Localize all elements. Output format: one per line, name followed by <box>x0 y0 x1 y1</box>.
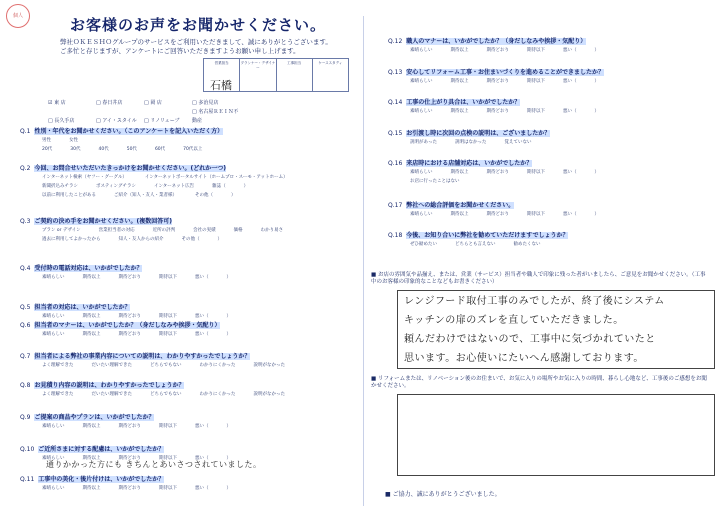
question-number: Q.8 <box>20 382 31 389</box>
answer-option[interactable]: 男性 <box>42 138 51 143</box>
question-title <box>20 216 172 225</box>
store-option[interactable]: □ 春日井店 <box>96 100 123 106</box>
answer-option[interactable]: 女性 <box>69 138 78 143</box>
page-title: お客様のお声をお聞かせください。 <box>70 16 327 34</box>
answer-option[interactable]: ） <box>594 79 599 84</box>
intro-line: 弊社ＯＫＥＳＨＯグループのサービスをご利用いただきまして、誠にありがとうございます。 <box>60 38 332 46</box>
option-row <box>42 485 249 491</box>
answer-option[interactable]: ） <box>217 237 222 242</box>
answer-option[interactable]: だいたい理解できた <box>91 392 132 397</box>
option-row <box>42 137 96 143</box>
store-option[interactable]: □ 長久手店 <box>48 118 75 124</box>
answer-option[interactable]: 期待以下 <box>159 332 177 337</box>
question-number: Q.9 <box>20 414 31 421</box>
question-title <box>20 126 223 135</box>
answer-option[interactable]: 期待以上 <box>450 48 469 53</box>
question-text: 弊社への総合評価をお聞かせください。 <box>406 202 515 209</box>
answer-option[interactable]: 説明がなかった <box>253 392 285 397</box>
answer-option[interactable]: ） <box>226 314 231 319</box>
question-title <box>388 230 568 239</box>
handwritten-line: 思います。お心使いにたいへん感謝しております。 <box>404 353 644 364</box>
answer-option[interactable]: ） <box>226 332 231 337</box>
option-row <box>42 274 249 280</box>
option-row <box>42 362 303 368</box>
answer-option[interactable]: 価格 <box>233 228 243 233</box>
option-row <box>42 174 306 180</box>
answer-option[interactable]: 期待以上 <box>450 212 469 217</box>
question-text: 今回、お問合せいただいたきっかけをお聞かせください。(どれか一つ) <box>34 165 226 172</box>
answer-option[interactable]: ） <box>226 424 231 429</box>
answer-option[interactable]: 悪い（ <box>563 109 577 114</box>
question-text: 受付時の電話対応は、いかがでしたか？ <box>34 265 143 272</box>
question-number: Q.18 <box>388 232 403 239</box>
question-number: Q.15 <box>388 130 403 137</box>
answer-option[interactable]: ） <box>226 456 231 461</box>
answer-option[interactable]: その他（ <box>181 237 200 242</box>
answer-option[interactable]: ） <box>243 184 249 189</box>
answer-option[interactable]: 説明がなかった <box>253 363 285 368</box>
question-text: 工事中の美化・後片付けは、いかがでしたか？ <box>38 476 165 483</box>
answer-option[interactable]: ） <box>594 109 599 114</box>
answer-option[interactable]: 期待以上 <box>82 314 101 319</box>
answer-option[interactable]: その他（ <box>195 193 213 198</box>
answer-option[interactable]: どちらでもない <box>150 363 182 368</box>
column-divider <box>363 16 364 506</box>
answer-option[interactable]: 素晴らしい <box>42 275 65 280</box>
question-text: 工事の仕上がり具合は、いかがでしたか？ <box>406 99 521 106</box>
answer-option[interactable]: 悪い（ <box>563 212 577 217</box>
answer-option[interactable]: 悪い（ <box>195 424 209 429</box>
answer-option[interactable]: 期待どおり <box>486 109 509 114</box>
answer-option[interactable]: 期待以上 <box>82 486 101 491</box>
answer-option[interactable]: 素晴らしい <box>42 314 65 319</box>
option-row <box>42 183 266 189</box>
answer-option[interactable]: 期待どおり <box>118 456 141 461</box>
comment2-prompt: ■ リフォームまたは、リノベーション後のお住まいで、お気に入りの場所やお気に入りの時間、暮らし心地など、工事後のご感想をお聞かせください。 <box>371 376 707 389</box>
answer-option[interactable]: よく理解できた <box>42 392 74 397</box>
answer-option[interactable]: プラン or デザイン <box>42 228 81 233</box>
question-title <box>20 351 250 360</box>
answer-option[interactable]: 素晴らしい <box>42 424 65 429</box>
answer-option[interactable]: 期待どおり <box>486 48 509 53</box>
answer-option[interactable]: 期待どおり <box>118 314 141 319</box>
answer-option[interactable]: 期待以下 <box>159 314 177 319</box>
question-title <box>388 36 586 45</box>
answer-option[interactable]: 素晴らしい <box>42 456 65 461</box>
question-text: 来店時における店舗対応は、いかがでしたか？ <box>406 160 533 167</box>
question-number: Q.4 <box>20 265 31 272</box>
store-option[interactable]: □ 岡 店 <box>144 100 162 106</box>
option-row <box>410 169 617 175</box>
handwritten-line: 頼んだわけではないので、工事中に気づかれていたと <box>404 334 656 345</box>
question-number: Q.7 <box>20 353 31 360</box>
answer-option[interactable]: 悪い（ <box>563 79 577 84</box>
question-text: 今後、お知り合いに弊社を勧めていただけますでしょうか？ <box>406 232 569 239</box>
answer-option[interactable]: 悪い（ <box>195 456 209 461</box>
answer-option[interactable]: ぜひ勧めたい <box>410 242 437 247</box>
answer-option[interactable]: 期待以上 <box>82 424 101 429</box>
option-row <box>410 108 617 114</box>
answer-option[interactable]: インターネットポータルサイト（ホームプロ・スーモ・アットホーム） <box>144 175 288 180</box>
receipt-stamp: 個人 <box>6 4 30 28</box>
option-row <box>42 391 303 397</box>
answer-option[interactable]: インターネット広告 <box>153 184 195 189</box>
store-option[interactable]: □ アイ・スタイル <box>96 118 137 124</box>
answer-option[interactable]: 素晴らしい <box>410 48 433 53</box>
answer-option[interactable]: 過去に利用してよかったから <box>42 237 101 242</box>
comment1-prompt: ■ お店の雰囲気や品揃え、または、営業（サービス）担当者や職人で印象に残った者がいましたら、ご意見をお聞かせください。（工事中のお客様の印象的なことなどもお書きください） <box>371 272 706 285</box>
answer-option[interactable]: 期待以下 <box>159 424 177 429</box>
answer-option[interactable]: 期待どおり <box>118 486 141 491</box>
question-text: 担当者による弊社の事業内容についての説明は、わかりやすかったでしょうか？ <box>34 353 251 360</box>
answer-option[interactable]: 雑誌（ <box>212 184 226 189</box>
question-text: 職人のマナーは、いかがでしたか？（身だしなみや挨拶・気配り） <box>406 38 587 45</box>
question-text: 担当者のマナーは、いかがでしたか？（身だしなみや挨拶・気配り） <box>34 322 221 329</box>
answer-option[interactable]: ） <box>231 193 236 198</box>
question-number: Q.11 <box>20 476 35 483</box>
question-text: ご近所さまに対する配慮は、いかがでしたか？ <box>38 446 165 453</box>
question-text: ご契約の決め手をお聞かせください。(複数回答可) <box>34 218 172 225</box>
answer-option[interactable]: 期待どおり <box>486 170 509 175</box>
option-row <box>42 227 301 233</box>
answer-option[interactable]: 70代以上 <box>183 147 203 152</box>
option-row <box>42 192 254 198</box>
answer-option[interactable]: 素晴らしい <box>410 79 433 84</box>
answer-option[interactable]: わかりにくかった <box>199 363 236 368</box>
answer-option[interactable]: どちらでもない <box>150 392 182 397</box>
answer-option[interactable]: 期待以上 <box>450 170 469 175</box>
store-option[interactable]: □ リノリューブ <box>144 118 180 124</box>
answer-option[interactable]: 勧めたくない <box>513 242 541 247</box>
answer-option[interactable]: 期待以下 <box>527 79 545 84</box>
answer-option[interactable]: 悪い（ <box>195 332 209 337</box>
answer-option[interactable]: 期待以下 <box>527 48 545 53</box>
store-option[interactable]: □ 名古屋ＲＥＩＮ不動産 <box>192 109 239 124</box>
answer-option[interactable]: 期待どおり <box>118 424 141 429</box>
handwritten-line: レンジフード取付工事のみでしたが、終了後にシステム <box>404 296 665 307</box>
answer-option[interactable]: 期待以上 <box>450 109 469 114</box>
answer-option[interactable]: 期待以上 <box>82 275 101 280</box>
q10-handwritten-comment: 通りかかった方にも きちんとあいさつされていました。 <box>46 460 262 469</box>
answer-option[interactable]: 悪い（ <box>195 314 209 319</box>
answer-option[interactable]: だいたい理解できた <box>91 363 132 368</box>
question-text: お見積り内容の説明は、わかりやすかったでしょうか？ <box>34 382 185 389</box>
answer-option[interactable]: 知人・友人からの紹介 <box>118 237 164 242</box>
question-number: Q.12 <box>388 38 403 45</box>
option-row <box>42 313 249 319</box>
comment1-handwritten <box>398 291 714 369</box>
answer-option[interactable]: 30代 <box>70 147 81 152</box>
option-row <box>410 47 617 53</box>
answer-option-extra[interactable]: お店に行ったことはない <box>410 179 460 184</box>
question-title <box>20 474 164 483</box>
answer-option[interactable]: 期待どおり <box>486 212 509 217</box>
answer-option[interactable]: 近所の評判 <box>152 228 176 233</box>
option-row <box>410 139 549 145</box>
answer-option[interactable]: 素晴らしい <box>42 486 65 491</box>
answer-option[interactable]: ポスティングチラシ <box>96 184 136 189</box>
answer-option[interactable]: ） <box>594 48 599 53</box>
option-row <box>42 423 249 429</box>
store-selector[interactable] <box>48 99 240 126</box>
answer-option[interactable]: 悪い（ <box>563 48 577 53</box>
question-title <box>388 200 514 209</box>
handwritten-line: キッチンの扉のズレを直していただきました。 <box>404 315 624 326</box>
answer-option[interactable]: わかり易さ <box>260 228 284 233</box>
question-title <box>388 158 532 167</box>
option-row <box>410 211 617 217</box>
answer-option[interactable]: 期待どおり <box>486 79 509 84</box>
answer-option[interactable]: 20代 <box>42 147 53 152</box>
question-title <box>388 128 550 137</box>
answer-option[interactable]: 期待以上 <box>450 79 469 84</box>
footer-thanks: ■ ご協力、誠にありがとうございました。 <box>385 491 501 498</box>
question-title <box>20 263 142 272</box>
question-number: Q.17 <box>388 202 403 209</box>
question-title <box>388 67 604 76</box>
question-title <box>20 163 226 172</box>
answer-option[interactable]: 期待以上 <box>82 332 101 337</box>
option-row <box>410 78 617 84</box>
answer-option[interactable]: 会社の実績 <box>193 228 216 233</box>
answer-option[interactable]: 説明はなかった <box>454 140 487 145</box>
question-title <box>20 412 154 421</box>
answer-option[interactable]: 期待どおり <box>118 275 141 280</box>
answer-option[interactable]: 50代 <box>126 147 137 152</box>
answer-option[interactable]: 期待以下 <box>159 486 177 491</box>
question-text: お引渡し時に次回の点検の説明は、ございましたか？ <box>406 130 551 137</box>
answer-option[interactable]: 期待以下 <box>159 456 177 461</box>
answer-option[interactable]: ） <box>226 275 231 280</box>
answer-option[interactable]: ） <box>594 212 599 217</box>
answer-option[interactable]: 営業担当者の対応 <box>98 228 135 233</box>
answer-option[interactable]: よく理解できた <box>42 363 74 368</box>
staff-header: プランナー・デザイナー <box>240 59 276 91</box>
answer-option[interactable]: 悪い（ <box>195 486 209 491</box>
intro-line: ご多忙と存じますが、アンケートにご回答いただきますようお願い申し上げます。 <box>60 47 300 55</box>
answer-option[interactable]: インターネット検索（ヤフー・グーグル） <box>42 175 127 180</box>
option-row <box>410 241 559 247</box>
comment1-box[interactable] <box>397 290 715 369</box>
question-number: Q.14 <box>388 99 403 106</box>
question-number: Q.6 <box>20 322 31 329</box>
option-row <box>42 236 240 242</box>
staff-name: 石橋 <box>210 79 232 92</box>
question-title <box>20 302 130 311</box>
answer-option[interactable]: 以前に利用したことがある <box>42 193 96 198</box>
question-text: 担当者の対応は、いかがでしたか？ <box>34 304 131 311</box>
answer-option[interactable]: 期待どおり <box>118 332 141 337</box>
question-title <box>388 97 520 106</box>
answer-option[interactable]: 新聞折込みチラシ <box>42 184 78 189</box>
intro-text <box>60 38 332 56</box>
answer-option[interactable]: 期待以下 <box>527 212 545 217</box>
answer-option[interactable]: ） <box>226 486 231 491</box>
answer-option[interactable]: 期待以下 <box>527 109 545 114</box>
staff-header: 営業担当 <box>204 59 240 91</box>
option-row <box>42 331 249 337</box>
question-number: Q.3 <box>20 218 31 225</box>
answer-option[interactable]: 素晴らしい <box>410 109 433 114</box>
answer-option[interactable]: 期待以下 <box>159 275 177 280</box>
answer-option[interactable]: 60代 <box>154 147 166 152</box>
answer-option[interactable]: ご紹介（知人・友人・業者様） <box>114 193 177 198</box>
answer-option[interactable]: 悪い（ <box>195 275 209 280</box>
question-number: Q.13 <box>388 69 403 76</box>
question-number: Q.16 <box>388 160 403 167</box>
comment2-box[interactable] <box>397 394 715 476</box>
answer-option[interactable]: わかりにくかった <box>199 392 236 397</box>
question-number: Q.5 <box>20 304 31 311</box>
answer-option[interactable]: 悪い（ <box>563 170 577 175</box>
answer-option[interactable]: どちらとも言えない <box>455 242 496 247</box>
option-row <box>42 146 220 152</box>
question-title <box>20 380 184 389</box>
question-text: 安心してリフォーム工事・お住まいづくりを進めることができましたか？ <box>406 69 604 76</box>
answer-option[interactable]: 40代 <box>98 147 109 152</box>
answer-option[interactable]: 素晴らしい <box>42 332 65 337</box>
answer-option[interactable]: 期待以上 <box>82 456 101 461</box>
answer-option[interactable]: 期待以下 <box>527 170 545 175</box>
question-number: Q.10 <box>20 446 35 453</box>
answer-option[interactable]: 説明があった <box>410 140 437 145</box>
store-option[interactable]: ☑ 東 店 <box>48 100 66 106</box>
question-title <box>20 320 220 329</box>
staff-header: 工事担当 <box>277 59 313 91</box>
question-number: Q.1 <box>20 128 31 135</box>
question-number: Q.2 <box>20 165 31 172</box>
question-title <box>20 444 164 453</box>
staff-header: ケーススタディ <box>318 61 343 65</box>
answer-option[interactable]: 素晴らしい <box>410 212 433 217</box>
answer-option[interactable]: 覚えていない <box>504 140 532 145</box>
store-option[interactable]: □ 多治見店 <box>192 100 219 106</box>
answer-option[interactable]: ） <box>594 170 599 175</box>
answer-option[interactable]: 素晴らしい <box>410 170 433 175</box>
question-text: 性別・年代をお聞かせください。（このアンケートを記入いただく方） <box>34 128 224 135</box>
question-text: ご提案の商品やプランは、いかがでしたか？ <box>34 414 155 421</box>
